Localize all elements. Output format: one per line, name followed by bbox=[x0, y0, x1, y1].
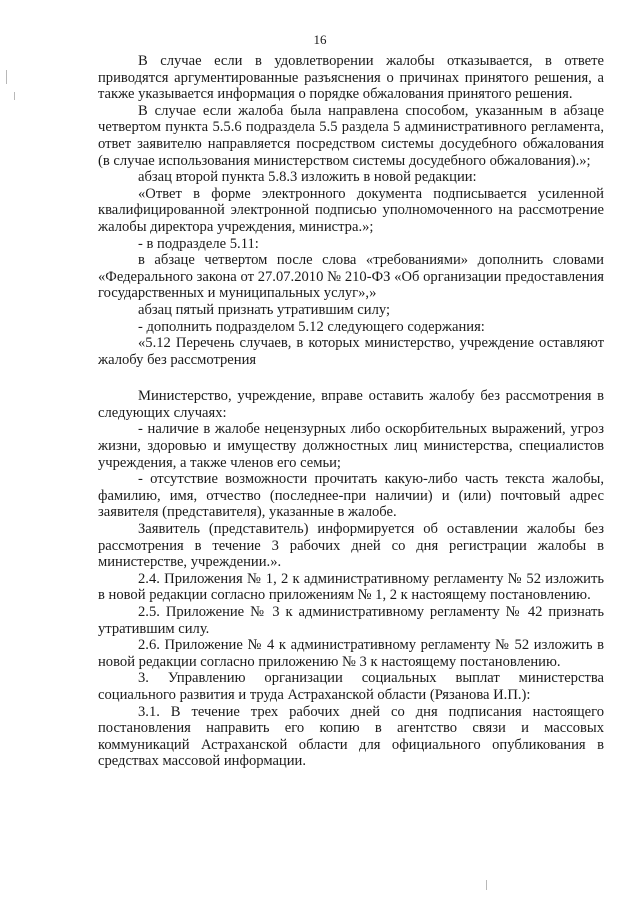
paragraph-7: абзац пятый признать утратившим силу; bbox=[138, 301, 391, 318]
paragraph-11: - наличие в жалобе нецензурных либо оскорбительных выражений, угроз жизни, здоровью и имуществу должностных лиц министерства, специалистов учреждения, а также членов его семьи; bbox=[98, 421, 604, 471]
paragraph-16: 2.6. Приложение № 4 к административному регламенту № 52 изложить в новой редакции согласно приложению № 3 к настоящему постановлению. bbox=[98, 637, 604, 670]
paragraph-13: Заявитель (представитель) информируется об оставлении жалобы без рассмотрения в течение 3 рабочих дней со дня регистрации жалобы в министерстве, учреждении.». bbox=[98, 521, 604, 571]
scan-margin-mark bbox=[6, 70, 7, 84]
paragraph-10: Министерство, учреждение, вправе оставить жалобу без рассмотрения в следующих случаях: bbox=[98, 388, 604, 421]
paragraph-8: - дополнить подразделом 5.12 следующего содержания: bbox=[138, 318, 485, 335]
paragraph-3: абзац второй пункта 5.8.3 изложить в новой редакции: bbox=[138, 169, 477, 186]
paragraph-12: - отсутствие возможности прочитать какую-либо часть текста жалобы, фамилию, имя, отчество (последнее-при наличии) и (или) почтовый адрес заявителя (представителя), указанные в жалобе. bbox=[98, 471, 604, 521]
page-number: 16 bbox=[313, 32, 327, 47]
paragraph-4: «Ответ в форме электронного документа подписывается усиленной квалифицированной электронной подписью уполномоченного на рассмотрение жалобы директора учреждения, министра.»; bbox=[98, 185, 604, 235]
paragraph-5: - в подразделе 5.11: bbox=[138, 235, 259, 252]
scan-margin-mark bbox=[14, 92, 15, 100]
paragraph-15: 2.5. Приложение № 3 к административному регламенту № 42 признать утратившим силу. bbox=[98, 604, 604, 637]
paragraph-18: 3.1. В течение трех рабочих дней со дня подписания настоящего постановления направить его копию в агентство связи и массовых коммуникаций Астраханской области для официального опубликования в средствах массовой информации. bbox=[98, 703, 604, 770]
scan-margin-mark bbox=[486, 880, 487, 890]
paragraph-6: в абзаце четвертом после слова «требованиями» дополнить словами «Федерального закона от 27.07.2010 № 210-ФЗ «Об организации предоставления государственных и муниципальных услуг»,» bbox=[98, 252, 604, 302]
blank-line bbox=[98, 368, 604, 388]
paragraph-14: 2.4. Приложения № 1, 2 к административному регламенту № 52 изложить в новой редакции согласно приложениям № 1, 2 к настоящему постановлению. bbox=[98, 570, 604, 604]
paragraph-9: «5.12 Перечень случаев, в которых министерство, учреждение оставляют жалобу без рассмотрения bbox=[98, 335, 604, 368]
paragraph-17: 3. Управлению организации социальных выплат министерства социального развития и труда Астраханской области (Рязанова И.П.): bbox=[98, 670, 604, 703]
paragraph-2: В случае если жалоба была направлена способом, указанным в абзаце четвертом пункта 5.5.6 подраздела 5.5 раздела 5 административного регламента, ответ заявителю направляется посредством системы досудебного обжалования (в случае использования министерством системы досудебного обжалования).»; bbox=[98, 102, 604, 169]
document-body bbox=[98, 53, 604, 770]
paragraph-1: В случае если в удовлетворении жалобы отказывается, в ответе приводятся аргументированные разъяснения о причинах принятого решения, а также указывается информация о порядке обжалования принятого решения. bbox=[98, 53, 604, 103]
